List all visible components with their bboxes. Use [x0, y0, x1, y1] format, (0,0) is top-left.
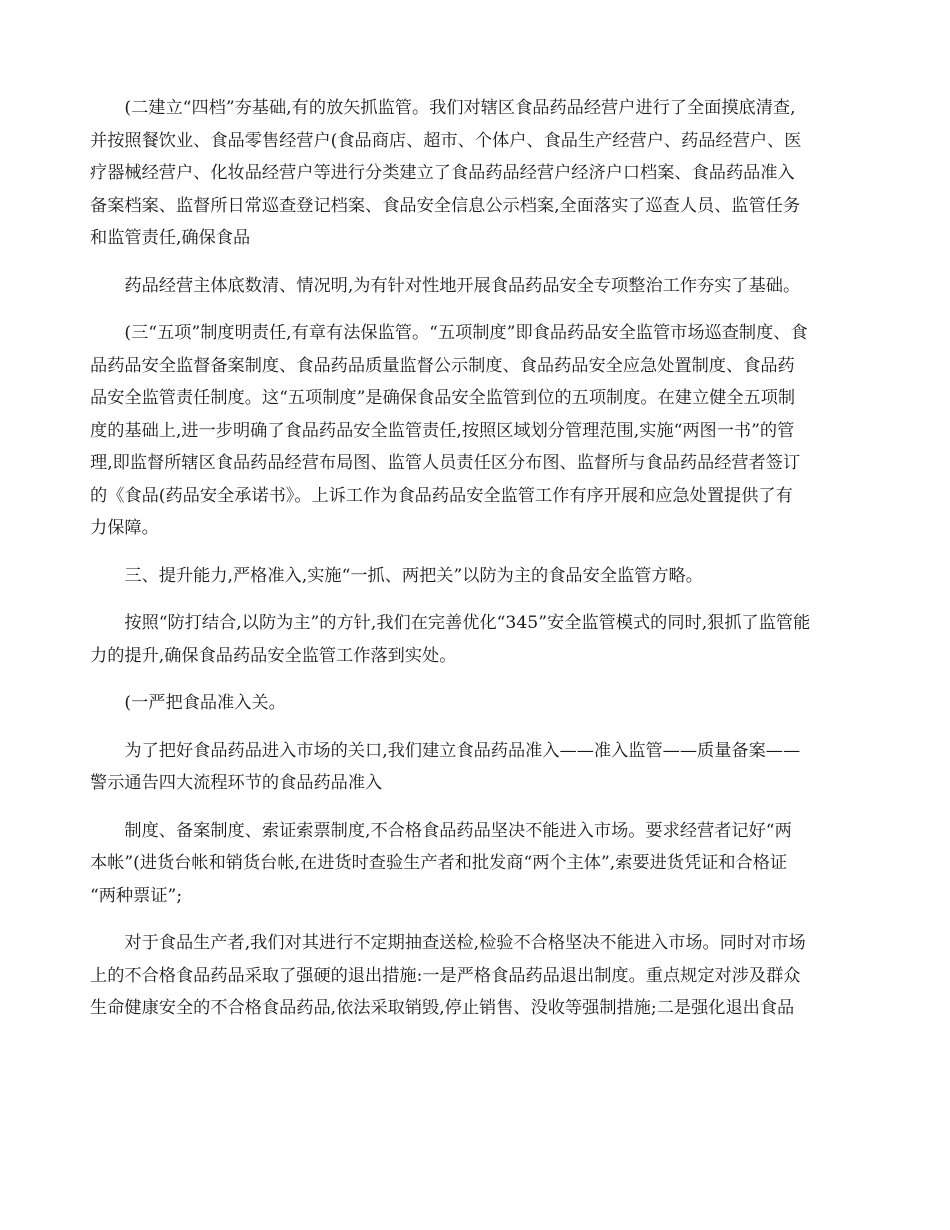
paragraph-line: 力的提升,确保食品药品安全监管工作落到实处。	[90, 645, 457, 666]
paragraph-line: 按照“防打结合,以防为主”的方针,我们在完善优化“345”安全监管模式的同时,狠抓了监管能	[124, 613, 811, 633]
paragraph-line: (二建立“四档”夯基础,有的放矢抓监管。我们对辖区食品药品经营户进行了全面摸底清查,	[124, 98, 796, 118]
paragraph-line: 和监管责任,确保食品	[90, 228, 251, 248]
paragraph	[90, 317, 860, 545]
paragraph-line: 的《食品(药品安全承诺书》。上诉工作为食品药品安全监管工作有序开展和应急处置提供了有	[90, 485, 793, 506]
paragraph	[90, 92, 860, 255]
paragraph	[90, 560, 860, 593]
paragraph-line: “两种票证”;	[90, 885, 183, 906]
paragraph-line: 对于食品生产者,我们对其进行不定期抽查送检,检验不合格坚决不能进入市场。同时对市场	[124, 933, 806, 953]
paragraph	[90, 607, 860, 672]
paragraph	[90, 927, 860, 1025]
paragraph	[90, 687, 860, 720]
paragraph-line: 备案档案、监督所日常巡查登记档案、食品安全信息公示档案,全面落实了巡查人员、监管任务	[90, 195, 801, 216]
paragraph-line: (三“五项”制度明责任,有章有法保监管。“五项制度”即食品药品安全监管市场巡查制度、食	[124, 323, 808, 343]
paragraph	[90, 815, 860, 913]
paragraph-line: 三、提升能力,严格准入,实施“一抓、两把关”以防为主的食品安全监管方略。	[124, 565, 703, 586]
paragraph	[90, 735, 860, 800]
paragraph-line: 理,即监督所辖区食品药品经营布局图、监管人员责任区分布图、监督所与食品药品经营者签订	[90, 453, 801, 473]
paragraph-line: 品药品安全监督备案制度、食品药品质量监督公示制度、食品药品安全应急处置制度、食品药	[90, 355, 795, 376]
paragraph-line: 药品经营主体底数清、情况明,为有针对性地开展食品药品安全专项整治工作夯实了基础。	[124, 275, 801, 296]
paragraph-line: 本帐”(进货台帐和销货台帐,在进货时查验生产者和批发商“两个主体”,索要进货凭证和合格证	[90, 853, 788, 873]
paragraph-line: 制度、备案制度、索证索票制度,不合格食品药品坚决不能进入市场。要求经营者记好“两	[124, 820, 792, 841]
document-body	[90, 92, 860, 1040]
paragraph-line: 品安全监管责任制度。这“五项制度”是确保食品安全监管到位的五项制度。在建立健全五项制	[90, 388, 796, 408]
paragraph-line: 度的基础上,进一步明确了食品药品安全监管责任,按照区域划分管理范围,实施“两图一书”的管	[90, 420, 795, 441]
paragraph-line: (一严把食品准入关。	[124, 693, 286, 713]
paragraph-line: 并按照餐饮业、食品零售经营户(食品商店、超市、个体户、食品生产经营户、药品经营户、医	[90, 130, 802, 151]
paragraph-line: 为了把好食品药品进入市场的关口,我们建立食品药品准入——准入监管——质量备案——	[124, 740, 801, 761]
paragraph-line: 生命健康安全的不合格食品药品,依法采取销毁,停止销售、没收等强制措施;二是强化退出食品	[90, 998, 795, 1018]
paragraph-line: 力保障。	[90, 518, 159, 538]
paragraph-line: 上的不合格食品药品采取了强硬的退出措施:一是严格食品药品退出制度。重点规定对涉及群众	[90, 965, 801, 986]
paragraph-line: 警示通告四大流程环节的食品药品准入	[90, 773, 383, 793]
paragraph-line: 疗器械经营户、化妆品经营户等进行分类建立了食品药品经营户经济户口档案、食品药品准入	[90, 163, 795, 183]
paragraph	[90, 270, 860, 303]
